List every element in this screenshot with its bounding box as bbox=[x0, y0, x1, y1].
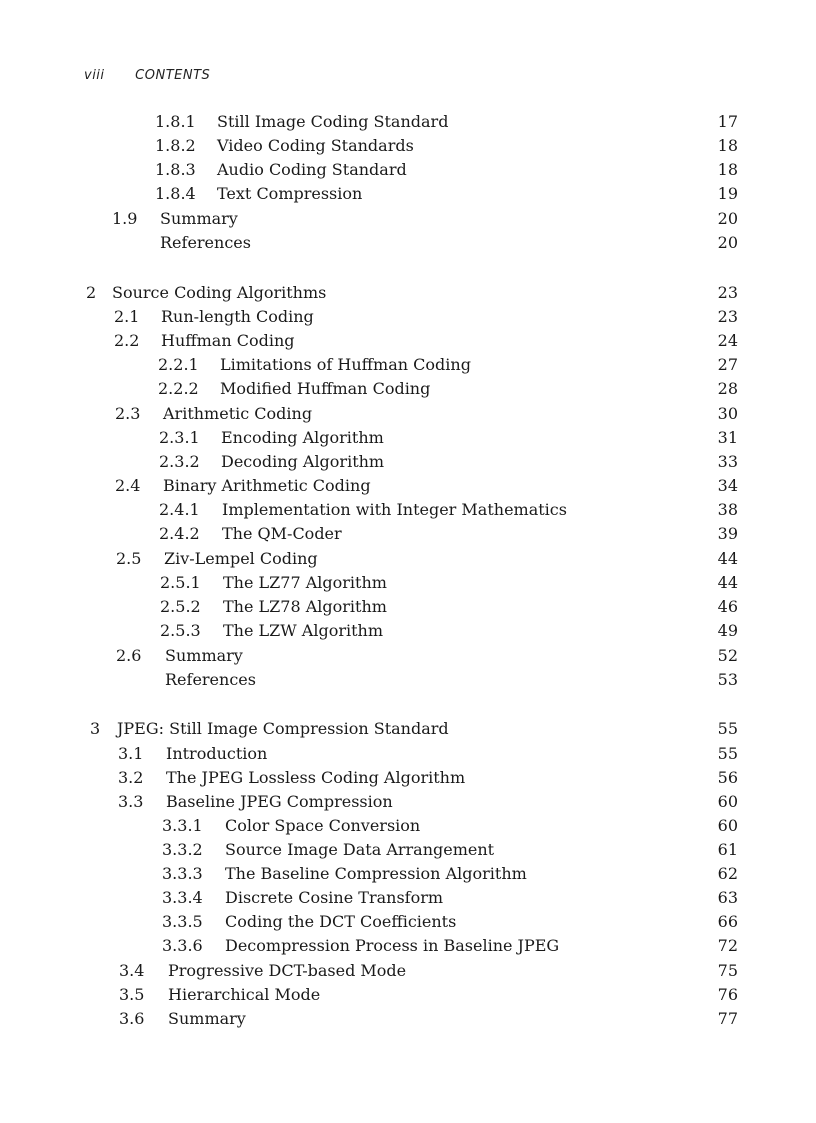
entry-page: 38 bbox=[717, 500, 738, 519]
entry-number: 2.3 bbox=[115, 404, 141, 423]
entry-page: 66 bbox=[717, 912, 738, 931]
entry-page: 44 bbox=[717, 573, 738, 592]
entry-number: 2.1 bbox=[114, 307, 140, 326]
toc-entry bbox=[0, 232, 816, 254]
toc-entry bbox=[0, 548, 816, 570]
entry-page: 44 bbox=[717, 549, 738, 568]
entry-page: 61 bbox=[717, 840, 738, 859]
entry-number: 2.6 bbox=[116, 646, 142, 665]
page-number: viii bbox=[84, 68, 105, 83]
entry-title: Video Coding Standards bbox=[217, 136, 414, 155]
entry-title: Summary bbox=[165, 646, 243, 665]
entry-title: Decompression Process in Baseline JPEG bbox=[225, 936, 560, 955]
entry-page: 27 bbox=[717, 355, 738, 374]
entry-title: Implementation with Integer Mathematics bbox=[222, 500, 567, 519]
entry-number: 3.3.2 bbox=[162, 840, 203, 859]
entry-page: 24 bbox=[717, 331, 738, 350]
toc-entry bbox=[0, 596, 816, 618]
chapter-title: Source Coding Algorithms bbox=[112, 283, 327, 302]
running-head bbox=[84, 68, 210, 83]
toc-entry bbox=[0, 839, 816, 861]
toc-entry bbox=[0, 911, 816, 933]
toc-entry bbox=[0, 767, 816, 789]
entry-title: Baseline JPEG Compression bbox=[166, 792, 393, 811]
toc-entry bbox=[0, 475, 816, 497]
entry-number: 3.3 bbox=[118, 792, 144, 811]
toc-entry bbox=[0, 499, 816, 521]
entry-title: Hierarchical Mode bbox=[168, 985, 321, 1004]
entry-page: 30 bbox=[717, 404, 738, 423]
entry-number: 2.5 bbox=[116, 549, 142, 568]
entry-title: Binary Arithmetic Coding bbox=[163, 476, 371, 495]
entry-number: 2.5.3 bbox=[160, 621, 201, 640]
entry-number: 3.3.3 bbox=[162, 864, 203, 883]
entry-number: 3.1 bbox=[118, 744, 144, 763]
entry-page: 60 bbox=[717, 816, 738, 835]
entry-page: 33 bbox=[717, 452, 738, 471]
toc-entry bbox=[0, 863, 816, 885]
toc-entry bbox=[0, 887, 816, 909]
entry-number: 1.9 bbox=[112, 209, 138, 228]
toc-entry bbox=[0, 815, 816, 837]
entry-number: 3.3.6 bbox=[162, 936, 203, 955]
entry-number: 2.5.1 bbox=[160, 573, 201, 592]
entry-page: 49 bbox=[717, 621, 738, 640]
toc-entry bbox=[0, 306, 816, 328]
entry-page: 76 bbox=[717, 985, 738, 1004]
toc-chapter bbox=[0, 718, 816, 740]
entry-page: 55 bbox=[717, 744, 738, 763]
toc-entry bbox=[0, 427, 816, 449]
entry-page: 23 bbox=[717, 283, 738, 302]
entry-title: The QM-Coder bbox=[222, 524, 342, 543]
entry-page: 20 bbox=[717, 209, 738, 228]
entry-title: Color Space Conversion bbox=[225, 816, 421, 835]
toc-entry bbox=[0, 935, 816, 957]
toc-entry bbox=[0, 111, 816, 133]
toc-entry bbox=[0, 669, 816, 691]
entry-page: 28 bbox=[717, 379, 738, 398]
entry-page: 63 bbox=[717, 888, 738, 907]
toc-entry bbox=[0, 135, 816, 157]
entry-number: 2.2.1 bbox=[158, 355, 199, 374]
entry-page: 39 bbox=[717, 524, 738, 543]
entry-page: 17 bbox=[717, 112, 738, 131]
entry-number: 2.2 bbox=[114, 331, 140, 350]
entry-title: Introduction bbox=[166, 744, 268, 763]
entry-page: 60 bbox=[717, 792, 738, 811]
entry-title: Huffman Coding bbox=[161, 331, 295, 350]
toc-entry bbox=[0, 620, 816, 642]
entry-number: 2.5.2 bbox=[160, 597, 201, 616]
toc-entry bbox=[0, 1008, 816, 1030]
entry-number: 1.8.2 bbox=[155, 136, 196, 155]
entry-page: 55 bbox=[717, 719, 738, 738]
entry-number: 3.5 bbox=[119, 985, 145, 1004]
toc-entry bbox=[0, 208, 816, 230]
toc-entry bbox=[0, 984, 816, 1006]
entry-number: 3.3.5 bbox=[162, 912, 203, 931]
entry-number: 2.4.1 bbox=[159, 500, 200, 519]
entry-title: Discrete Cosine Transform bbox=[225, 888, 444, 907]
entry-title: The LZ78 Algorithm bbox=[223, 597, 387, 616]
entry-title: Ziv-Lempel Coding bbox=[164, 549, 318, 568]
entry-number: 3.3.1 bbox=[162, 816, 203, 835]
entry-page: 46 bbox=[717, 597, 738, 616]
entry-number: 1.8.1 bbox=[155, 112, 196, 131]
entry-title: The LZ77 Algorithm bbox=[223, 573, 387, 592]
entry-number: 3.2 bbox=[118, 768, 144, 787]
entry-number: 2.3.2 bbox=[159, 452, 200, 471]
entry-page: 31 bbox=[717, 428, 738, 447]
entry-page: 77 bbox=[717, 1009, 738, 1028]
entry-page: 75 bbox=[717, 961, 738, 980]
toc-entry bbox=[0, 791, 816, 813]
entry-page: 19 bbox=[717, 184, 738, 203]
chapter-number: 3 bbox=[90, 719, 101, 738]
entry-title: Encoding Algorithm bbox=[221, 428, 384, 447]
entry-page: 56 bbox=[717, 768, 738, 787]
toc-entry bbox=[0, 523, 816, 545]
entry-number: 2.4.2 bbox=[159, 524, 200, 543]
entry-title: Progressive DCT-based Mode bbox=[168, 961, 407, 980]
toc-entry bbox=[0, 330, 816, 352]
toc-entry bbox=[0, 378, 816, 400]
entry-number: 1.8.3 bbox=[155, 160, 196, 179]
running-title: CONTENTS bbox=[135, 68, 211, 83]
entry-page: 34 bbox=[717, 476, 738, 495]
chapter-title: JPEG: Still Image Compression Standard bbox=[117, 719, 449, 738]
entry-page: 18 bbox=[717, 160, 738, 179]
entry-title: The Baseline Compression Algorithm bbox=[225, 864, 527, 883]
entry-number: 2.3.1 bbox=[159, 428, 200, 447]
entry-title: The JPEG Lossless Coding Algorithm bbox=[166, 768, 466, 787]
chapter-number: 2 bbox=[86, 283, 97, 302]
entry-page: 62 bbox=[717, 864, 738, 883]
entry-number: 3.6 bbox=[119, 1009, 145, 1028]
entry-page: 20 bbox=[717, 233, 738, 252]
entry-title: References bbox=[165, 670, 256, 689]
toc-entry bbox=[0, 960, 816, 982]
toc-entry bbox=[0, 645, 816, 667]
entry-number: 3.4 bbox=[119, 961, 145, 980]
entry-title: The LZW Algorithm bbox=[223, 621, 384, 640]
toc-entry bbox=[0, 159, 816, 181]
entry-number: 2.4 bbox=[115, 476, 141, 495]
entry-title: Source Image Data Arrangement bbox=[225, 840, 495, 859]
entry-title: Summary bbox=[160, 209, 238, 228]
entry-page: 52 bbox=[717, 646, 738, 665]
entry-number: 3.3.4 bbox=[162, 888, 203, 907]
toc-entry bbox=[0, 403, 816, 425]
entry-title: Modified Huffman Coding bbox=[220, 379, 431, 398]
toc-entry bbox=[0, 451, 816, 473]
entry-title: Text Compression bbox=[217, 184, 363, 203]
entry-number: 1.8.4 bbox=[155, 184, 196, 203]
entry-title: Limitations of Huffman Coding bbox=[220, 355, 471, 374]
toc-entry bbox=[0, 743, 816, 765]
entry-number: 2.2.2 bbox=[158, 379, 199, 398]
toc-entry bbox=[0, 572, 816, 594]
toc-entry bbox=[0, 183, 816, 205]
entry-title: Summary bbox=[168, 1009, 246, 1028]
entry-title: References bbox=[160, 233, 251, 252]
toc-chapter bbox=[0, 282, 816, 304]
entry-page: 72 bbox=[717, 936, 738, 955]
entry-title: Still Image Coding Standard bbox=[217, 112, 449, 131]
entry-title: Audio Coding Standard bbox=[217, 160, 407, 179]
entry-title: Run-length Coding bbox=[161, 307, 314, 326]
entry-title: Decoding Algorithm bbox=[221, 452, 385, 471]
entry-title: Arithmetic Coding bbox=[163, 404, 313, 423]
entry-page: 23 bbox=[717, 307, 738, 326]
toc-entry bbox=[0, 354, 816, 376]
entry-title: Coding the DCT Coefficients bbox=[225, 912, 457, 931]
entry-page: 18 bbox=[717, 136, 738, 155]
entry-page: 53 bbox=[717, 670, 738, 689]
